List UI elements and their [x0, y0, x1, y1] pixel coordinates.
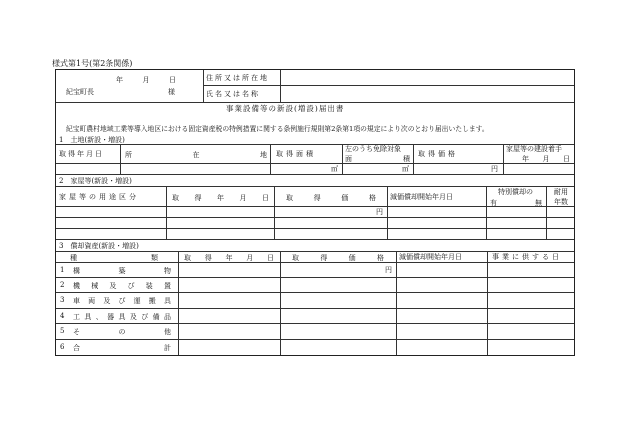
section2-heading: 2 家屋等(新設・増設)	[59, 177, 132, 185]
s3-col-date	[184, 253, 274, 263]
asset-row-number: 2	[60, 281, 65, 289]
address-label: 住所又は所在地	[206, 74, 269, 82]
asset-name-char: 両	[88, 297, 96, 305]
s2-special-yes: 有	[490, 199, 497, 207]
name-label: 氏名又は名称	[206, 90, 260, 98]
asset-row-name	[73, 296, 171, 306]
asset-row-number: 5	[60, 327, 65, 335]
asset-name-char: 品	[164, 313, 171, 321]
s2-col-line-3	[387, 186, 388, 239]
asset-name-char: 及	[129, 313, 137, 321]
s2-col-depr: 減価償却開始年月日	[390, 193, 453, 201]
date-month: 月	[142, 76, 150, 84]
s3-date-char-3: 年	[225, 254, 233, 262]
form-title: 事業設備等の新設(増設)届出書	[226, 104, 345, 113]
s1-unit-exempt: ㎡	[402, 165, 409, 173]
asset-name-char: 、	[95, 313, 103, 321]
s3-row-line-3	[56, 308, 574, 309]
asset-name-char: び	[118, 297, 126, 305]
s1-col-line-2	[270, 144, 271, 174]
s1-building-day: 日	[563, 155, 570, 163]
s1-col-building-line1: 家屋等の建設着手	[506, 145, 562, 153]
s3-row-line-4	[56, 323, 574, 324]
s2-col-line-2	[274, 186, 275, 239]
s1-location-char-1: 所	[125, 151, 132, 159]
s1-building-month: 月	[542, 155, 550, 163]
asset-name-char: 搬	[148, 297, 156, 305]
asset-row-name	[73, 327, 171, 337]
s3-date-char-4: 月	[246, 254, 254, 262]
s1-location-char-2: 在	[192, 151, 200, 159]
s3-unit-yen: 円	[385, 266, 392, 274]
asset-name-char: 構	[73, 267, 80, 275]
form-frame	[55, 69, 575, 356]
asset-name-char: 具	[118, 313, 126, 321]
asset-name-char: 物	[164, 267, 171, 275]
s1-exempt-char-1: 面	[345, 155, 352, 163]
asset-row-number: 6	[60, 343, 65, 351]
s2-col-line-5	[546, 186, 547, 239]
header-divider	[203, 70, 204, 102]
s2-date-char-5: 日	[262, 194, 269, 202]
date-year: 年	[116, 76, 123, 84]
s3-row-line-1	[56, 277, 574, 278]
asset-name-char: 及	[109, 282, 117, 290]
s2-row-line-2	[56, 228, 574, 229]
section3-heading: 3 償却資産(新設・増設)	[59, 242, 139, 250]
s1-col-line-1	[120, 144, 121, 174]
s2-col-price	[286, 193, 376, 203]
s1-col-area: 取得面積	[276, 150, 316, 158]
asset-name-char: 機	[73, 282, 80, 290]
s1-col-acquire-date: 取得年月日	[59, 150, 104, 158]
header-label-divider	[280, 70, 281, 102]
s1-col-exempt-line2	[345, 154, 410, 164]
asset-name-char: そ	[73, 328, 80, 336]
s1-col-location	[125, 150, 267, 160]
asset-row-name	[73, 281, 171, 291]
s1-col-line-3	[342, 144, 343, 174]
s3-col-depr: 減価償却開始年月日	[399, 253, 462, 261]
asset-name-char: の	[118, 328, 126, 336]
asset-name-char: 具	[163, 297, 171, 305]
s2-special-no: 無	[535, 199, 542, 207]
addressee-honorific: 様	[168, 88, 175, 96]
asset-name-char: び	[141, 313, 149, 321]
asset-name-char: 計	[164, 344, 171, 352]
asset-name-char: 置	[163, 282, 171, 290]
s3-col-line-1	[178, 251, 179, 355]
asset-name-char: 他	[164, 328, 171, 336]
asset-row-number: 1	[60, 266, 65, 274]
s2-price-char-3: 価	[341, 194, 349, 202]
s2-col-line-1	[166, 186, 167, 239]
header-mid-line	[203, 85, 574, 86]
s3-row-line-2	[56, 292, 574, 293]
s2-date-char-3: 年	[217, 194, 224, 202]
s1-top-line	[56, 144, 574, 145]
asset-name-char: 車	[73, 297, 80, 305]
s1-col-exempt-line1: 左のうち免除対象	[345, 145, 401, 153]
s2-col-date	[172, 193, 269, 203]
s2-col-use: 家屋等の用途区分	[59, 193, 139, 201]
s1-row-bottom-line	[56, 174, 574, 175]
asset-name-char: 合	[73, 344, 80, 352]
s1-location-char-3: 地	[260, 151, 267, 159]
asset-row-number: 3	[60, 296, 65, 304]
asset-name-char: 運	[133, 297, 141, 305]
asset-row-name	[73, 312, 171, 322]
asset-name-char: 装	[145, 282, 153, 290]
s1-col-line-4	[413, 144, 414, 174]
s2-price-char-1: 取	[286, 194, 293, 202]
s3-price-char-4: 格	[376, 254, 384, 262]
s3-kind-char-2: 類	[151, 254, 158, 262]
s2-date-char-4: 月	[239, 194, 247, 202]
asset-row-name	[73, 343, 171, 353]
s1-unit-yen: 円	[491, 165, 498, 173]
s2-unit-yen: 円	[376, 208, 383, 216]
s3-date-char-2: 得	[204, 254, 212, 262]
s1-col-price: 取得価格	[418, 150, 458, 158]
s3-row-line-5	[56, 339, 574, 340]
date-day: 日	[169, 76, 176, 84]
s2-col-life-line2: 年数	[554, 198, 568, 206]
asset-name-char: 築	[118, 267, 126, 275]
header-bottom-line	[56, 102, 574, 103]
s1-building-year: 年	[522, 155, 529, 163]
asset-name-char: 具	[84, 313, 92, 321]
s3-price-char-2: 得	[320, 254, 328, 262]
intro-text: 紀宝町農村地域工業等導入地区における固定資産税の特例措置に関する条例施行規則第2条第1項の規定により次のとおり届出いたします。	[66, 125, 489, 133]
s1-header-bottom-line	[56, 163, 574, 164]
s2-price-char-2: 得	[313, 194, 321, 202]
s2-col-special-line2	[490, 198, 542, 208]
asset-name-char: 工	[73, 313, 80, 321]
form-number: 様式第1号(第2条関係)	[52, 59, 133, 68]
s1-unit-area: ㎡	[331, 165, 338, 173]
asset-name-char: 備	[152, 313, 160, 321]
s3-col-price	[292, 253, 384, 263]
s3-col-kind	[70, 253, 158, 263]
s3-price-char-1: 取	[292, 254, 299, 262]
s3-col-line-2	[280, 251, 281, 355]
s1-col-line-5	[503, 144, 504, 174]
asset-row-name	[73, 266, 171, 276]
s3-col-business: 事業に供する日	[492, 253, 562, 261]
s3-price-char-3: 価	[348, 254, 356, 262]
s3-kind-char-1: 種	[70, 254, 77, 262]
s1-col-building-line2	[522, 154, 570, 164]
s3-date-char-5: 日	[267, 254, 274, 262]
s3-col-line-4	[487, 251, 488, 355]
s2-date-char-2: 得	[194, 194, 202, 202]
asset-name-char: び	[127, 282, 135, 290]
s2-col-line-4	[486, 186, 487, 239]
s2-row-line-3	[56, 239, 574, 240]
s2-col-life-line1: 耐用	[554, 188, 568, 196]
s2-date-char-1: 取	[172, 194, 179, 202]
s3-date-char-1: 取	[184, 254, 191, 262]
section1-heading: 1 土地(新設・増設)	[59, 136, 125, 144]
s1-exempt-char-2: 積	[403, 155, 410, 163]
s2-top-line	[56, 186, 574, 187]
s2-row-line-1	[56, 217, 574, 218]
date-line	[116, 75, 176, 85]
s2-price-char-4: 格	[368, 194, 376, 202]
addressee: 紀宝町長	[66, 88, 94, 96]
s2-col-special-line1: 特別償却の	[498, 188, 533, 196]
asset-row-number: 4	[60, 312, 65, 320]
asset-name-char: 器	[107, 313, 115, 321]
s3-top-line	[56, 251, 574, 252]
s3-col-line-3	[396, 251, 397, 355]
asset-name-char: 械	[91, 282, 99, 290]
asset-name-char: 及	[103, 297, 111, 305]
